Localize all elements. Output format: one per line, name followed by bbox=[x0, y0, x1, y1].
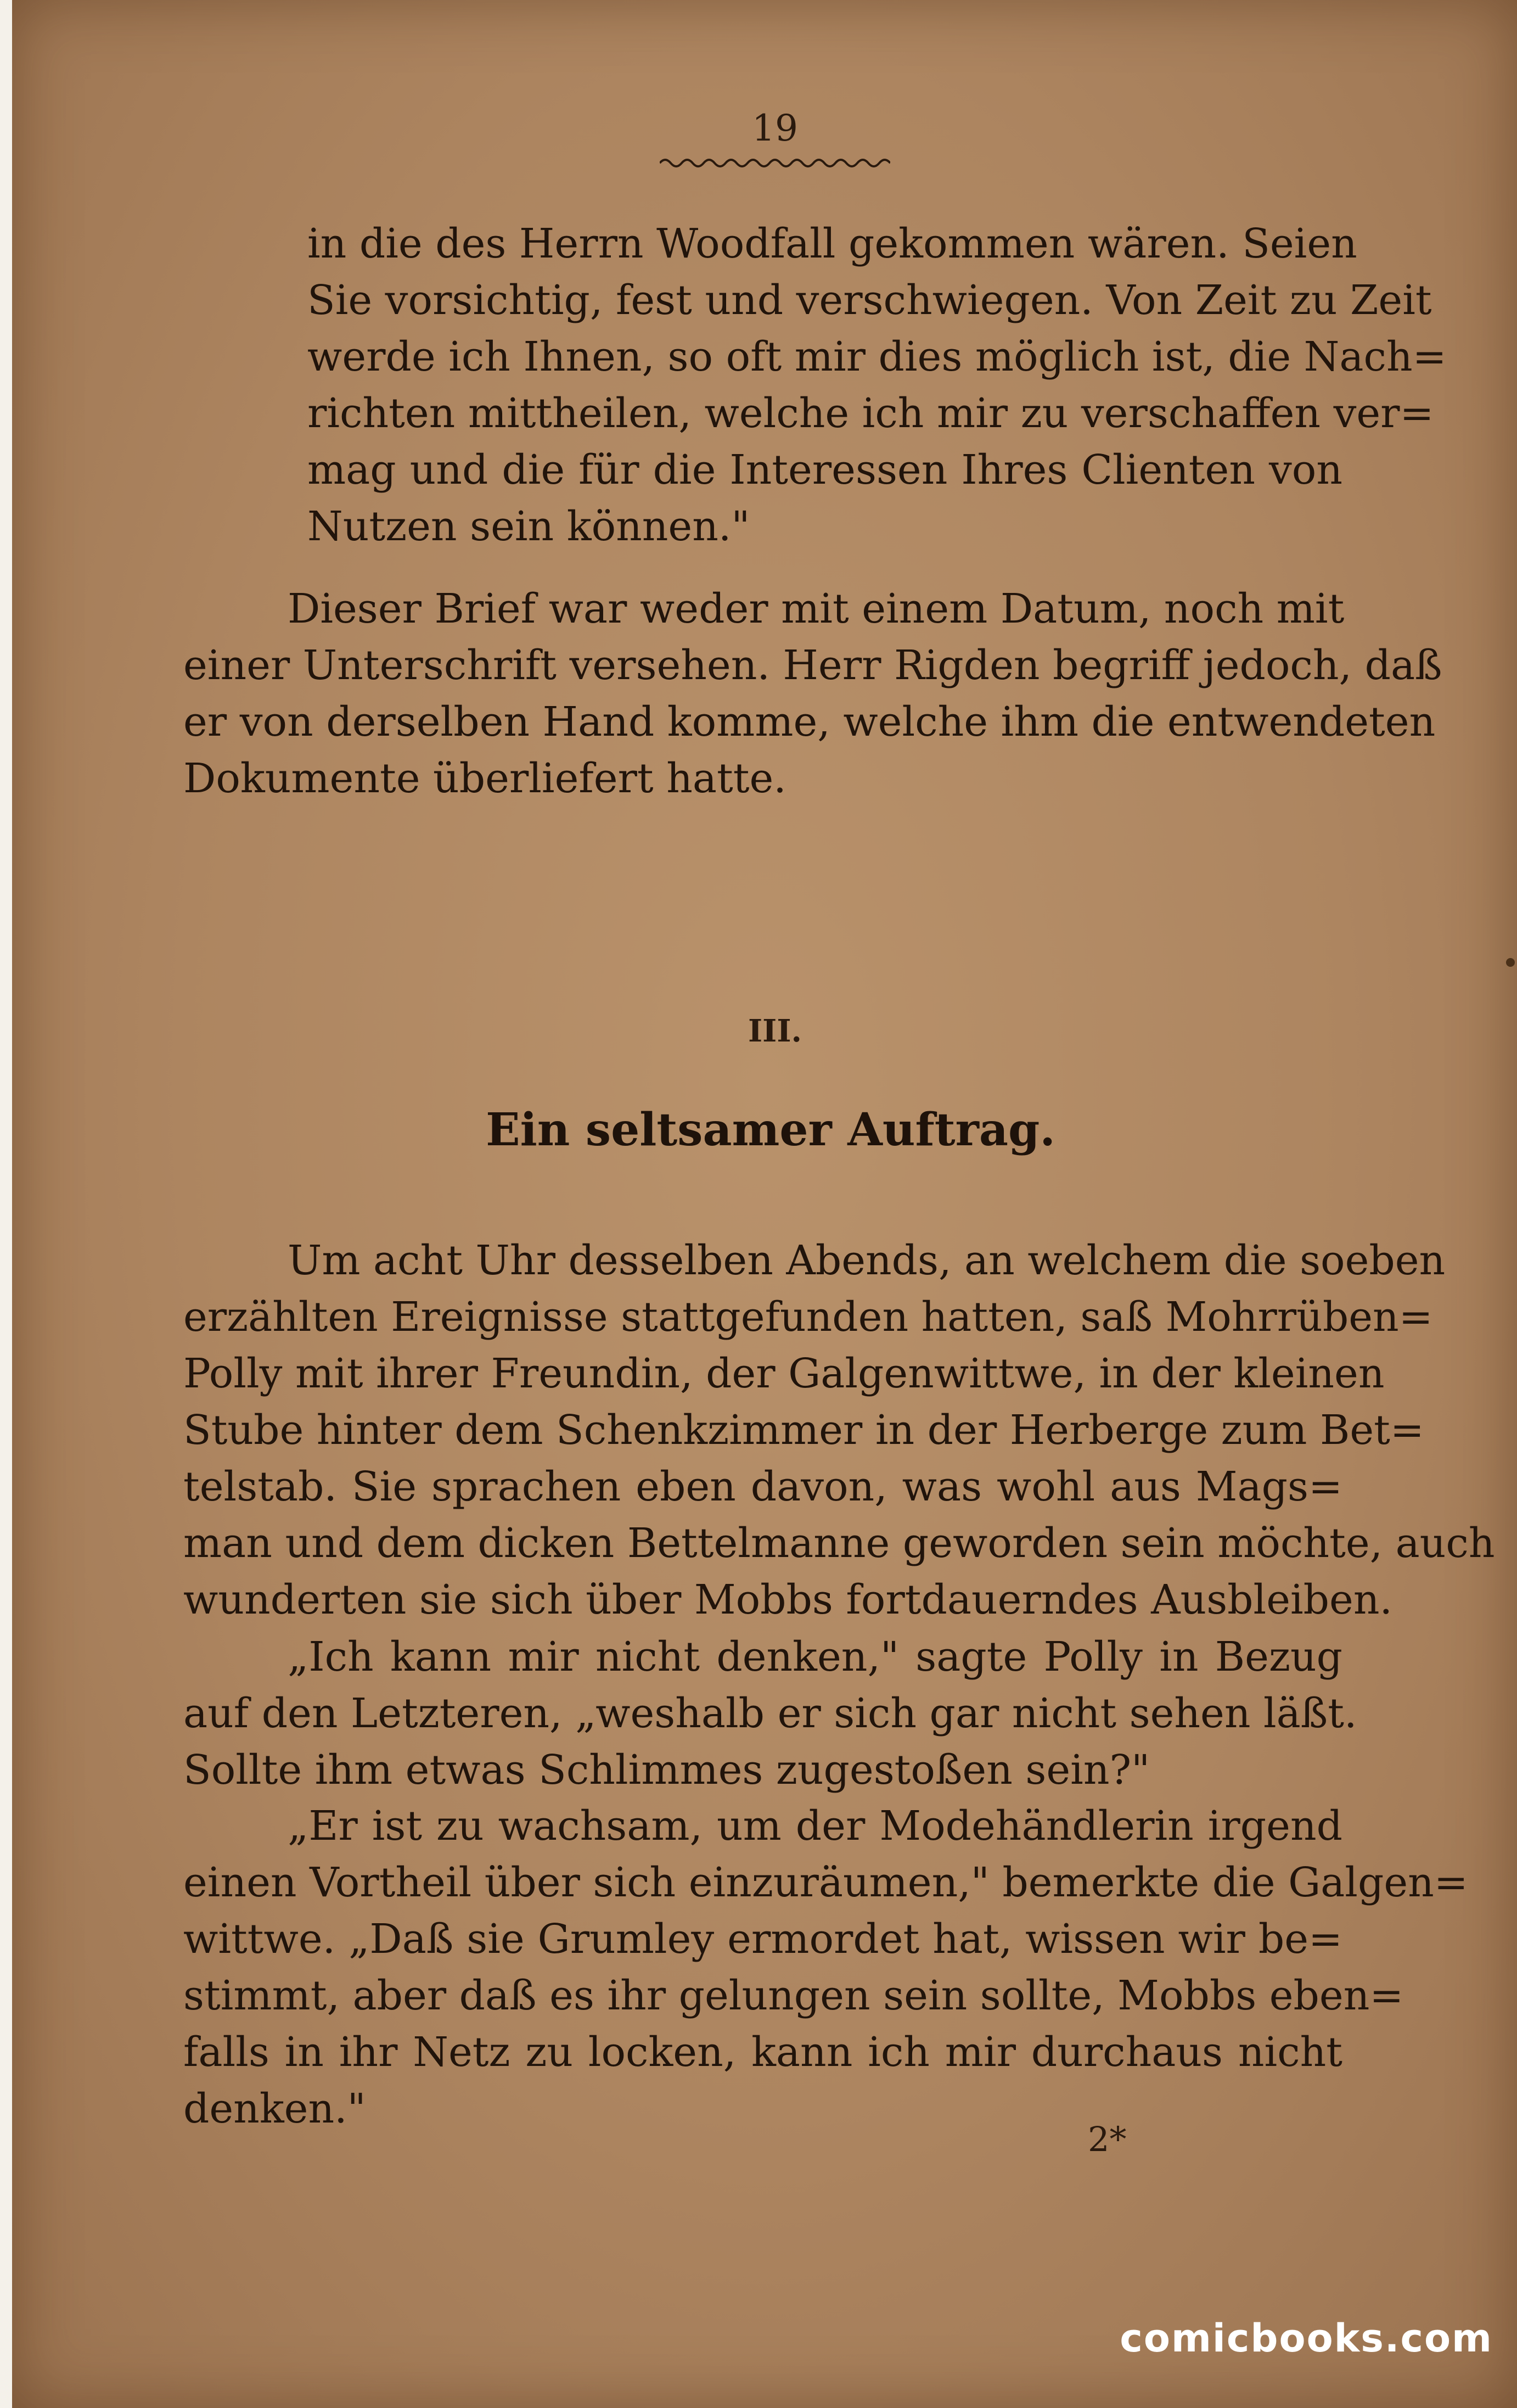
book-page bbox=[12, 0, 1517, 2408]
text-line: man und dem dicken Bettelmanne geworden sein möchte, auch bbox=[183, 1520, 1495, 1567]
text-line: auf den Letzteren, „weshalb er sich gar nicht sehen läßt. bbox=[183, 1690, 1357, 1737]
paragraph-letter-end bbox=[307, 216, 1447, 555]
text-line: er von derselben Hand komme, welche ihm die entwendeten bbox=[183, 698, 1436, 746]
paragraph-chapter-opening bbox=[183, 1233, 1495, 1628]
text-line: Sie vorsichtig, fest und verschwiegen. Von Zeit zu Zeit bbox=[307, 277, 1432, 324]
text-line: in die des Herrn Woodfall gekommen wären. Seien bbox=[307, 220, 1357, 267]
text-line: Dieser Brief war weder mit einem Datum, noch mit bbox=[288, 585, 1345, 632]
paragraph-polly-dialogue bbox=[183, 1629, 1357, 1799]
text-line: einen Vortheil über sich einzuräumen," bemerkte die Galgen= bbox=[183, 1859, 1468, 1906]
decorative-wave-ornament bbox=[660, 155, 890, 171]
page-number: 19 bbox=[752, 107, 798, 149]
text-line: richten mittheilen, welche ich mir zu verschaffen ver= bbox=[307, 390, 1434, 437]
watermark-text: comicbooks.com bbox=[1120, 2316, 1493, 2361]
text-line: wittwe. „Daß sie Grumley ermordet hat, wissen wir be= bbox=[183, 1916, 1342, 1963]
text-line: Polly mit ihrer Freundin, der Galgenwittwe, in der kleinen bbox=[183, 1350, 1385, 1397]
text-line: einer Unterschrift versehen. Herr Rigden begriff jedoch, daß bbox=[183, 642, 1442, 689]
text-line: Stube hinter dem Schenkzimmer in der Herberge zum Bet= bbox=[183, 1407, 1424, 1454]
edge-spot-mark bbox=[1506, 958, 1515, 967]
text-line: „Ich kann mir nicht denken," sagte Polly in Bezug bbox=[288, 1633, 1342, 1681]
text-line: denken." bbox=[183, 2085, 366, 2132]
text-line: Um acht Uhr desselben Abends, an welchem die soeben bbox=[288, 1237, 1446, 1284]
printer-signature-mark: 2* bbox=[1088, 2119, 1127, 2159]
chapter-title: Ein seltsamer Auftrag. bbox=[486, 1104, 1055, 1156]
text-line: werde ich Ihnen, so oft mir dies möglich ist, die Nach= bbox=[307, 333, 1447, 380]
text-line: wunderten sie sich über Mobbs fortdauerndes Ausbleiben. bbox=[183, 1576, 1393, 1623]
text-line: Nutzen sein können." bbox=[307, 503, 750, 550]
text-line: mag und die für die Interessen Ihres Clienten von bbox=[307, 446, 1342, 494]
paragraph-galgenwittwe-dialogue bbox=[183, 1798, 1468, 2137]
text-line: Dokumente überliefert hatte. bbox=[183, 755, 786, 802]
text-line: falls in ihr Netz zu locken, kann ich mir durchaus nicht bbox=[183, 2029, 1342, 2076]
paragraph-letter-description bbox=[183, 581, 1442, 807]
text-line: telstab. Sie sprachen eben davon, was wohl aus Mags= bbox=[183, 1463, 1342, 1510]
text-line: erzählten Ereignisse stattgefunden hatten, saß Mohrrüben= bbox=[183, 1293, 1433, 1341]
chapter-numeral: III. bbox=[748, 1013, 802, 1049]
text-line: stimmt, aber daß es ihr gelungen sein sollte, Mobbs eben= bbox=[183, 1972, 1404, 2019]
text-line: Sollte ihm etwas Schlimmes zugestoßen sein?" bbox=[183, 1746, 1150, 1794]
text-line: „Er ist zu wachsam, um der Modehändlerin irgend bbox=[288, 1802, 1342, 1850]
